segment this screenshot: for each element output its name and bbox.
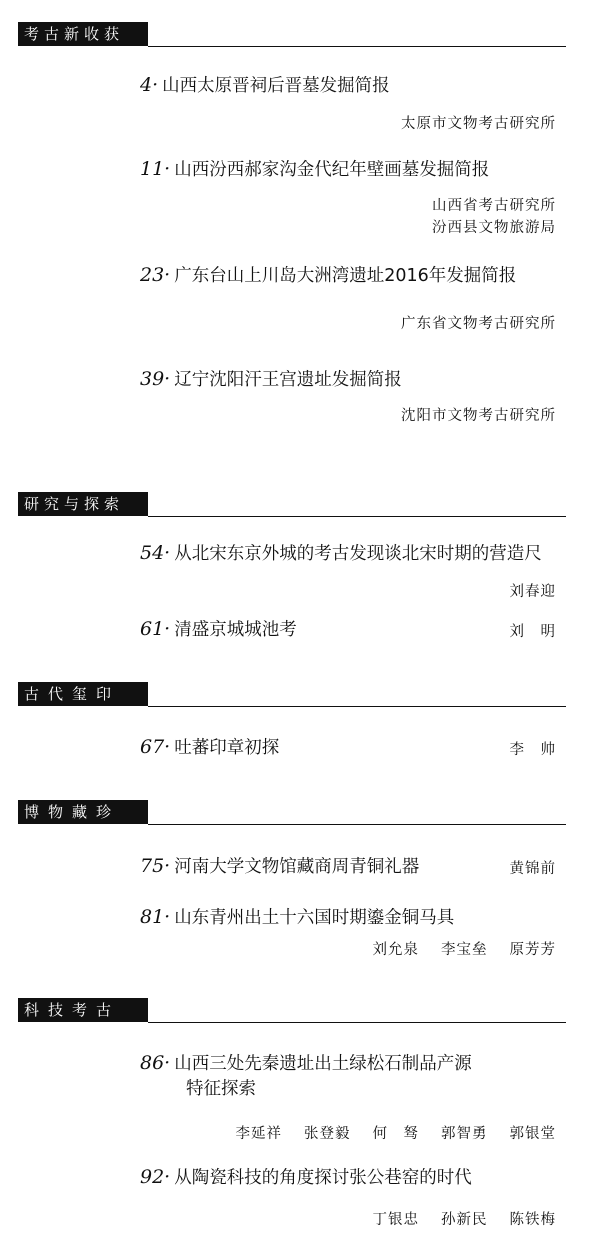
toc-entry[interactable] <box>140 1164 472 1189</box>
entry-title-continued: 特征探索 <box>186 1079 256 1099</box>
entry-title: 从陶瓷科技的角度探讨张公巷窑的时代 <box>174 1168 472 1188</box>
author-name: 何 驽 <box>372 1126 419 1142</box>
section-header <box>18 800 566 826</box>
entry-author: 刘 明 <box>509 624 556 640</box>
author-name: 郭银堂 <box>509 1126 556 1142</box>
section-rule <box>148 1022 566 1023</box>
section-rule <box>148 46 566 47</box>
section-label: 科技考古 <box>18 998 148 1022</box>
author-name: 陈铁梅 <box>509 1212 556 1228</box>
toc-entry[interactable] <box>140 734 279 759</box>
section-rule <box>148 824 566 825</box>
section-label: 博物藏珍 <box>18 800 148 824</box>
author-name: 郭智勇 <box>441 1126 488 1142</box>
entry-author: 山西省考古研究所 <box>432 198 556 214</box>
toc-entry[interactable] <box>140 540 542 565</box>
author-name: 李延祥 <box>235 1126 282 1142</box>
page-number: 92· <box>140 1166 171 1188</box>
section-header <box>18 998 566 1024</box>
section-rule <box>148 516 566 517</box>
entry-author: 黄锦前 <box>509 861 556 877</box>
entry-author-group <box>373 938 557 959</box>
toc-entry[interactable] <box>140 853 419 878</box>
page-number: 81· <box>140 906 171 928</box>
entry-author: 李 帅 <box>509 742 556 758</box>
toc-entry[interactable] <box>140 72 390 97</box>
entry-author: 广东省文物考古研究所 <box>401 316 556 332</box>
author-name: 孙新民 <box>441 1212 488 1228</box>
author-name: 原芳芳 <box>509 942 556 958</box>
page-number: 11· <box>140 158 171 180</box>
entry-author: 刘春迎 <box>509 584 556 600</box>
entry-title: 从北宋东京外城的考古发现谈北宋时期的营造尺 <box>174 544 542 564</box>
author-name: 张登毅 <box>304 1126 351 1142</box>
toc-entry[interactable] <box>140 366 402 391</box>
section-rule <box>148 706 566 707</box>
page-number: 23· <box>140 264 171 286</box>
toc-entry[interactable] <box>140 1050 472 1100</box>
toc-entry[interactable] <box>140 616 297 641</box>
toc-entry[interactable] <box>140 156 489 181</box>
author-name: 刘允泉 <box>372 942 419 958</box>
entry-author: 汾西县文物旅游局 <box>432 220 556 236</box>
section-header <box>18 682 566 708</box>
author-name: 丁银忠 <box>372 1212 419 1228</box>
entry-title: 广东台山上川岛大洲湾遗址2016年发掘简报 <box>174 266 517 286</box>
entry-author-group <box>236 1122 557 1143</box>
section-label: 古代玺印 <box>18 682 148 706</box>
entry-title: 辽宁沈阳汗王宫遗址发掘简报 <box>174 370 402 390</box>
toc-entry[interactable] <box>140 262 516 287</box>
entry-title: 清盛京城城池考 <box>174 620 297 640</box>
entry-title: 山东青州出土十六国时期鎏金铜马具 <box>174 908 455 928</box>
page-number: 61· <box>140 618 171 640</box>
section-header <box>18 22 566 48</box>
entry-title: 山西太原晋祠后晋墓发掘简报 <box>162 76 390 96</box>
section-header <box>18 492 566 518</box>
entry-title: 山西三处先秦遗址出土绿松石制品产源 <box>174 1054 472 1074</box>
section-label: 研究与探索 <box>18 492 148 516</box>
page-number: 86· <box>140 1052 171 1074</box>
entry-author-group <box>373 1208 557 1229</box>
page-number: 75· <box>140 855 171 877</box>
entry-title: 吐蕃印章初探 <box>174 738 280 758</box>
author-name: 李宝垒 <box>441 942 488 958</box>
page-number: 4· <box>140 74 159 96</box>
page-number: 54· <box>140 542 171 564</box>
entry-author: 太原市文物考古研究所 <box>401 116 556 132</box>
section-label: 考古新收获 <box>18 22 148 46</box>
entry-author: 沈阳市文物考古研究所 <box>401 408 556 424</box>
entry-title: 河南大学文物馆藏商周青铜礼器 <box>174 857 420 877</box>
page-number: 39· <box>140 368 171 390</box>
toc-entry[interactable] <box>140 904 454 929</box>
entry-title: 山西汾西郝家沟金代纪年壁画墓发掘简报 <box>174 160 490 180</box>
page-number: 67· <box>140 736 171 758</box>
